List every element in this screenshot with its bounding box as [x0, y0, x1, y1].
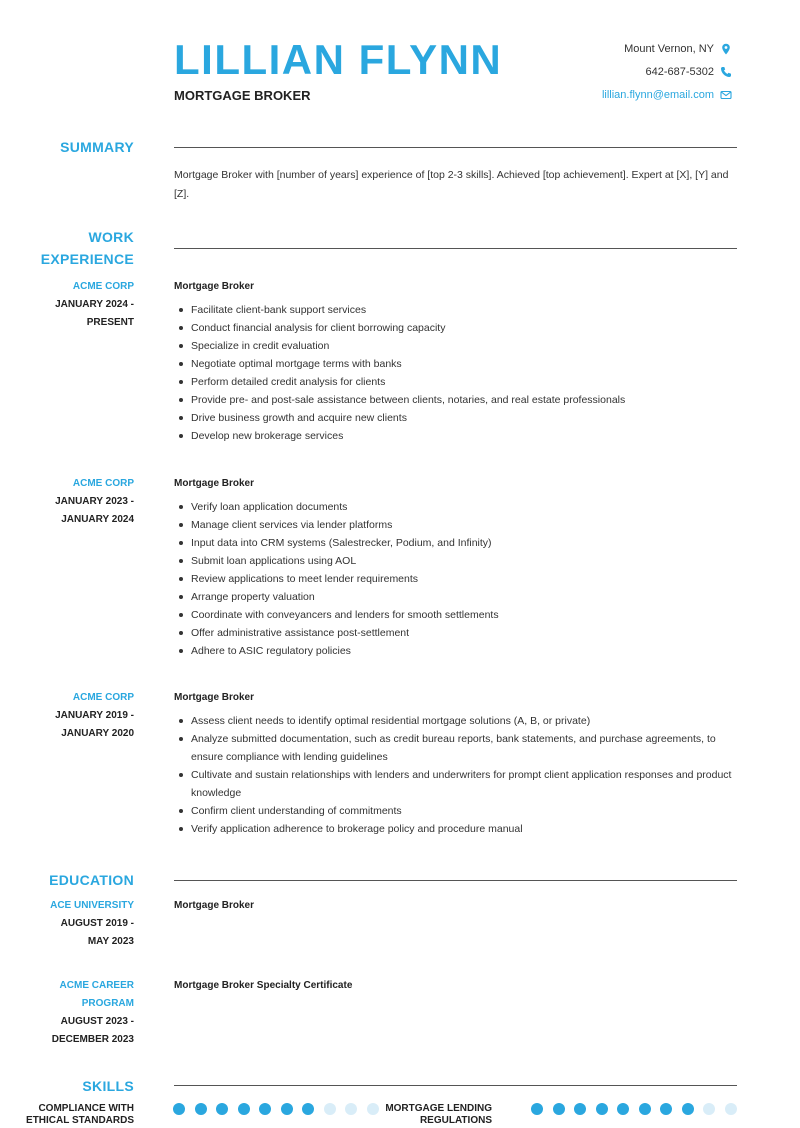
skill-dot-filled: [639, 1103, 651, 1115]
bullet-item: Cultivate and sustain relationships with lenders and underwriters for prompt client application responses and product knowledge: [191, 766, 736, 802]
job-bullets: [174, 498, 751, 660]
work-heading-line2: EXPERIENCE: [40, 251, 134, 267]
bullet-item: Facilitate client-bank support services: [191, 301, 751, 319]
bullet-item: Negotiate optimal mortgage terms with banks: [191, 355, 751, 373]
bullet-item: Confirm client understanding of commitments: [191, 802, 736, 820]
email-line[interactable]: [602, 89, 732, 101]
bullet-item: Submit loan applications using AOL: [191, 552, 751, 570]
skill-dot-filled: [596, 1103, 608, 1115]
candidate-name: LILLIAN FLYNN: [174, 36, 503, 83]
bullet-item: Verify loan application documents: [191, 498, 751, 516]
skill-dot-filled: [302, 1103, 314, 1115]
skill-name-line1: COMPLIANCE WITH: [38, 1103, 134, 1114]
skill-rating: [531, 1103, 737, 1115]
summary-heading: SUMMARY: [60, 139, 134, 155]
candidate-title: MORTGAGE BROKER: [174, 88, 311, 103]
job-date: [4, 296, 134, 332]
job-date-end: JANUARY 2024: [61, 514, 134, 525]
job-date: [4, 493, 134, 529]
summary-text: Mortgage Broker with [number of years] experience of [top 2-3 skills]. Achieved [top achievement]. Expert at [X], [Y] and [Z].: [174, 169, 729, 200]
skill-dot-filled: [617, 1103, 629, 1115]
work-heading: [4, 226, 134, 270]
bullet-item: Assess client needs to identify optimal residential mortgage solutions (A, B, or private): [191, 712, 736, 730]
job-date-end: JANUARY 2020: [61, 728, 134, 739]
skill-dot-empty: [703, 1103, 715, 1115]
envelope-icon: [720, 89, 732, 101]
email-link[interactable]: lillian.flynn@email.com: [601, 89, 714, 101]
bullet-item: Offer administrative assistance post-settlement: [191, 624, 751, 642]
skill-dot-filled: [682, 1103, 694, 1115]
education-date-start: AUGUST 2023 -: [60, 1016, 134, 1027]
education-date-start: AUGUST 2019 -: [60, 918, 134, 929]
job-date-end: PRESENT: [86, 317, 134, 328]
bullet-item: Input data into CRM systems (Salestrecker, Podium, and Infinity): [191, 534, 751, 552]
education-divider: [174, 880, 737, 881]
bullet-item: Perform detailed credit analysis for clients: [191, 373, 751, 391]
job-date-start: JANUARY 2023 -: [55, 496, 134, 507]
summary-divider: [174, 147, 737, 148]
skill-name-line2: REGULATIONS: [419, 1115, 492, 1126]
school-name-line2: PROGRAM: [81, 998, 134, 1009]
bullet-item: Develop new brokerage services: [191, 427, 751, 445]
job-bullets: [174, 301, 751, 445]
phone-icon: [720, 66, 732, 78]
skill-dot-filled: [574, 1103, 586, 1115]
job-org: ACME CORP: [72, 281, 134, 292]
skill-name-line1: MORTGAGE LENDING: [385, 1103, 492, 1114]
job-bullets: [174, 712, 736, 838]
education-date: [4, 1013, 134, 1049]
bullet-item: Arrange property valuation: [191, 588, 751, 606]
job-role: Mortgage Broker: [174, 281, 255, 292]
degree-name: Mortgage Broker Specialty Certificate: [174, 980, 353, 991]
skill-dot-filled: [259, 1103, 271, 1115]
job-date-start: JANUARY 2019 -: [55, 710, 134, 721]
skill-dot-filled: [281, 1103, 293, 1115]
skill-dot-filled: [216, 1103, 228, 1115]
bullet-item: Provide pre- and post-sale assistance between clients, notaries, and real estate professionals: [191, 391, 751, 409]
job-role: Mortgage Broker: [174, 692, 255, 703]
location-text: Mount Vernon, NY: [624, 43, 714, 55]
skills-heading: SKILLS: [82, 1078, 134, 1094]
skill-dot-filled: [660, 1103, 672, 1115]
location-line: [624, 43, 732, 55]
degree-name: Mortgage Broker: [174, 900, 255, 911]
skill-name: [0, 1103, 134, 1127]
job-date: [4, 707, 134, 743]
job-role: Mortgage Broker: [174, 478, 255, 489]
bullet-item: Review applications to meet lender requirements: [191, 570, 751, 588]
phone-line: [645, 66, 732, 78]
skill-dot-filled: [173, 1103, 185, 1115]
education-heading: EDUCATION: [49, 872, 134, 888]
school-name: [4, 977, 134, 1013]
education-date: [4, 915, 134, 951]
bullet-item: Manage client services via lender platforms: [191, 516, 751, 534]
job-org: ACME CORP: [72, 692, 134, 703]
skill-dot-filled: [238, 1103, 250, 1115]
bullet-item: Adhere to ASIC regulatory policies: [191, 642, 751, 660]
skill-dot-filled: [553, 1103, 565, 1115]
bullet-item: Conduct financial analysis for client borrowing capacity: [191, 319, 751, 337]
bullet-item: Verify application adherence to brokerage policy and procedure manual: [191, 820, 736, 838]
school-name: ACE UNIVERSITY: [50, 900, 134, 911]
education-date-end: MAY 2023: [87, 936, 134, 947]
bullet-item: Coordinate with conveyancers and lenders for smooth settlements: [191, 606, 751, 624]
location-pin-icon: [720, 43, 732, 55]
education-date-end: DECEMBER 2023: [51, 1034, 134, 1045]
skill-dot-filled: [195, 1103, 207, 1115]
skill-dot-filled: [531, 1103, 543, 1115]
skill-name: [332, 1103, 492, 1127]
skill-dot-empty: [725, 1103, 737, 1115]
skills-divider: [174, 1085, 737, 1086]
work-heading-line1: WORK: [88, 229, 134, 245]
job-org: ACME CORP: [72, 478, 134, 489]
bullet-item: Specialize in credit evaluation: [191, 337, 751, 355]
job-date-start: JANUARY 2024 -: [55, 299, 134, 310]
skill-name-line2: ETHICAL STANDARDS: [26, 1115, 134, 1126]
phone-text: 642-687-5302: [645, 66, 714, 78]
bullet-item: Drive business growth and acquire new clients: [191, 409, 751, 427]
school-name-line1: ACME CAREER: [59, 980, 134, 991]
bullet-item: Analyze submitted documentation, such as credit bureau reports, bank statements, and purchase agreements, to ensure compliance with lending guidelines: [191, 730, 736, 766]
work-divider: [174, 248, 737, 249]
